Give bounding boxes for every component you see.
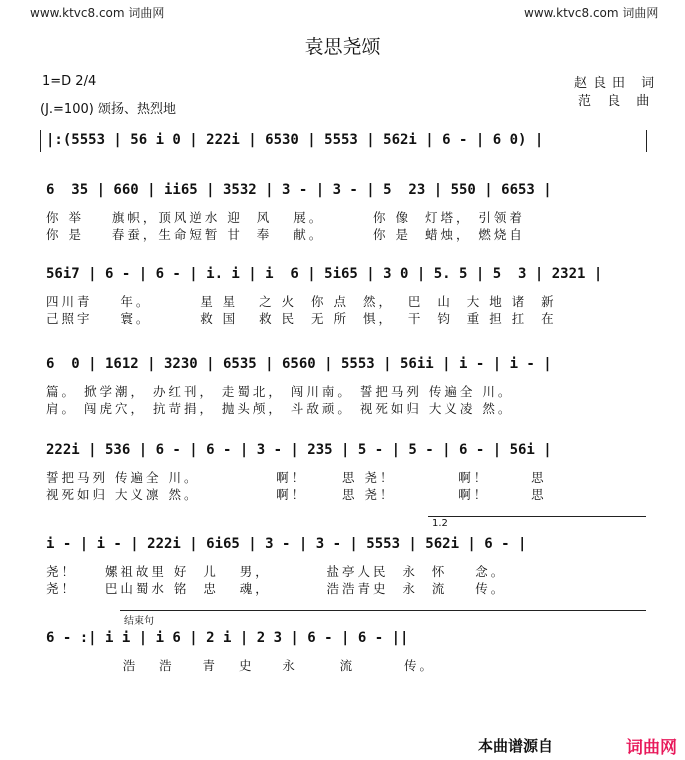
tempo-marking: (J.=100) 颂扬、热烈地 [40, 102, 176, 117]
lyric-row-2-verse-2: 你 是 春蚕，生命短暂 甘 奉 献。 你 是 蜡烛， 燃烧自 [46, 227, 525, 242]
notation-row-3: 56i7 | 6 - | 6 - | i. i | i 6 | 5i65 | 3 0 | 5. 5 | 5 3 | 2321 | [46, 266, 603, 282]
composer-credit: 范 良 曲 [578, 94, 656, 109]
staff-barline [646, 130, 647, 152]
lyric-row-5-verse-1: 誓把马列 传遍全 川。 啊！ 思 尧！ 啊！ 思 [46, 470, 547, 485]
lyric-row-3-verse-2: 己照宇 寰。 救 国 救 民 无 所 惧， 干 钧 重 担 扛 在 [46, 311, 557, 326]
lyric-row-3-verse-1: 四川青 年。 星 星 之 火 你 点 然， 巴 山 大 地 诸 新 [46, 294, 557, 309]
notation-row-2: 6 35 | 660 | ii65 | 3532 | 3 - | 3 - | 5 23 | 550 | 6653 | [46, 182, 552, 198]
ending-bracket [120, 610, 646, 611]
lyric-row-4-verse-1: 篇。 掀学潮， 办红刊， 走蜀北， 闯川南。 誓把马列 传遍全 川。 [46, 384, 514, 399]
footer-source: 本曲谱源自 [478, 737, 554, 755]
volta-bracket [428, 516, 646, 517]
lyricist-credit: 赵良田 词 [574, 76, 661, 91]
ending-label: 结束句 [124, 616, 154, 627]
lyric-row-6-verse-2: 尧！ 巴山蜀水 铭 忠 魂， 浩浩青史 永 流 传。 [46, 581, 507, 596]
lyric-row-4-verse-2: 肩。 闯虎穴， 抗苛捐， 抛头颅， 斗敌顽。 视死如归 大义凌 然。 [46, 401, 514, 416]
watermark-right: www.ktvc8.com 词曲网 [524, 6, 659, 20]
lyric-row-6-verse-1: 尧！ 嫘祖故里 好 儿 男， 盐亭人民 永 怀 念。 [46, 564, 507, 579]
notation-row-6: i - | i - | 222i | 6i65 | 3 - | 3 - | 5553 | 562i | 6 - | [46, 536, 527, 552]
notation-row-5: 222i | 536 | 6 - | 6 - | 3 - | 235 | 5 - | 5 - | 6 - | 56i | [46, 442, 552, 458]
song-title: 袁思尧颂 [304, 36, 381, 58]
lyric-row-2-verse-1: 你 举 旗帜，顶风逆水 迎 风 展。 你 像 灯塔， 引领着 [46, 210, 525, 225]
notation-row-1: |:(5553 | 56 i 0 | 222i | 6530 | 5553 | 562i | 6 - | 6 0) | [46, 132, 544, 148]
lyric-row-7: 浩 浩 青 史 永 流 传。 [46, 658, 435, 673]
footer-logo: 词曲网 [626, 738, 677, 758]
notation-row-7: 6 - :| i i | i 6 | 2 i | 2 3 | 6 - | 6 - || [46, 630, 409, 646]
staff-barline [40, 130, 41, 152]
lyric-row-5-verse-2: 视死如归 大义凛 然。 啊！ 思 尧！ 啊！ 思 [46, 487, 547, 502]
watermark-left: www.ktvc8.com 词曲网 [30, 6, 165, 20]
volta-label: 1.2 [432, 518, 448, 529]
key-signature: 1=D 2/4 [42, 74, 97, 89]
notation-row-4: 6 0 | 1612 | 3230 | 6535 | 6560 | 5553 | 56ii | i - | i - | [46, 356, 552, 372]
